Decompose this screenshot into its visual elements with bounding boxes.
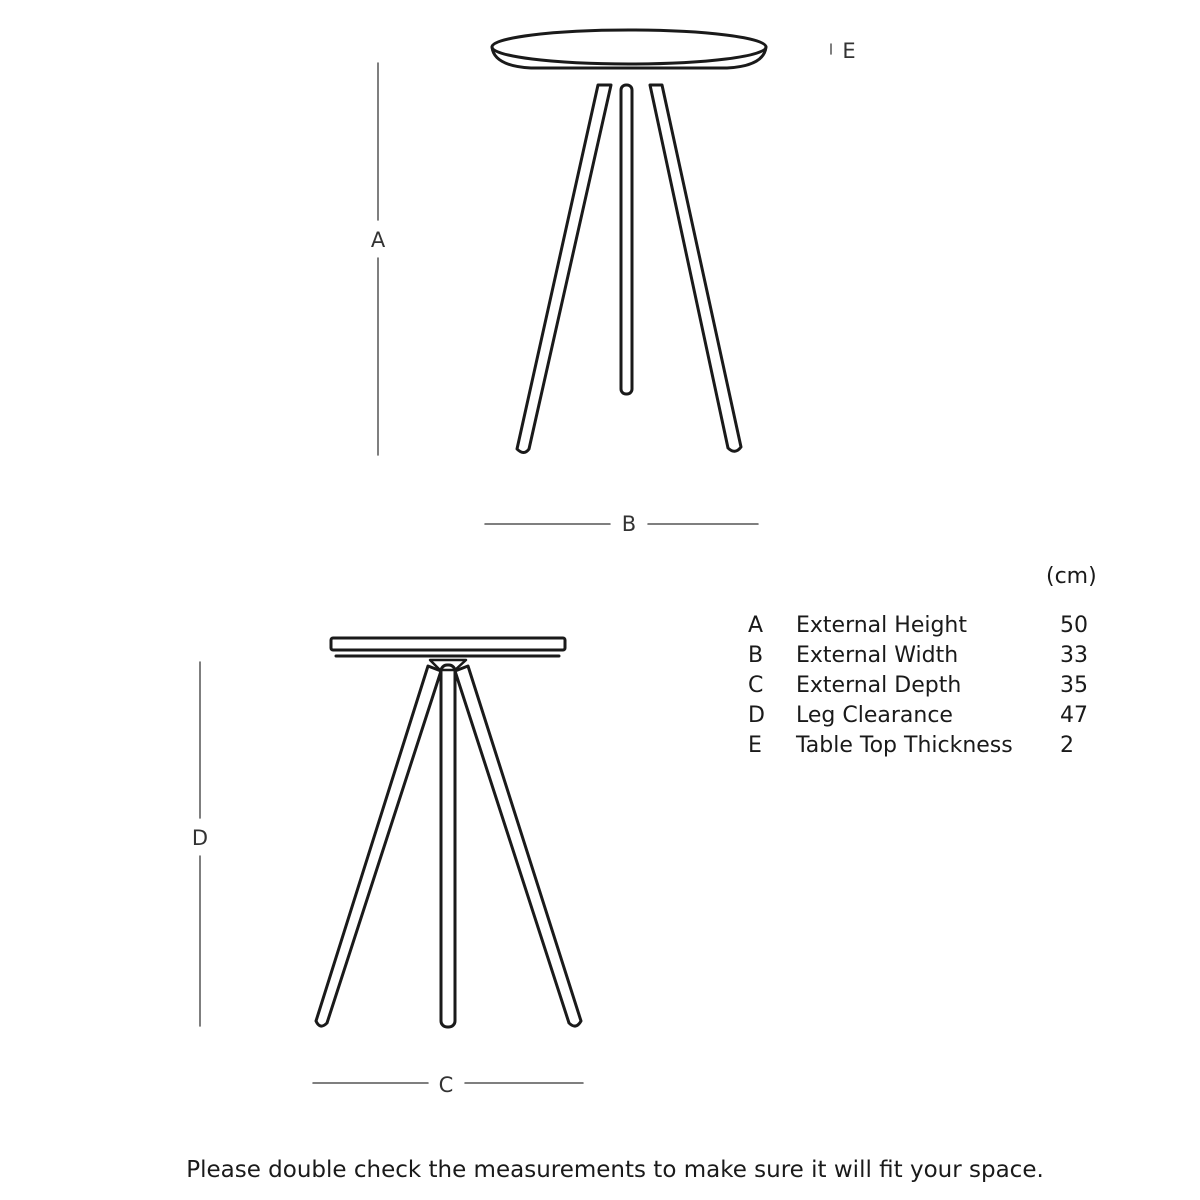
leg-right xyxy=(650,85,741,451)
spec-row xyxy=(748,671,1100,701)
spec-key: D xyxy=(748,703,765,728)
spec-row xyxy=(748,611,1100,641)
dim-label-c: C xyxy=(438,1073,454,1097)
dim-label-b: B xyxy=(621,512,637,536)
units-label: (cm) xyxy=(1046,564,1097,589)
spec-value: 47 xyxy=(1060,703,1088,728)
dim-label-d: D xyxy=(191,826,209,850)
dimension-spec-table xyxy=(748,611,1100,761)
spec-value: 50 xyxy=(1060,613,1088,638)
spec-key: E xyxy=(748,733,762,758)
side-leg-right xyxy=(455,666,581,1026)
dim-label-a: A xyxy=(370,228,386,252)
spec-name: Table Top Thickness xyxy=(796,733,1013,758)
dim-label-e: E xyxy=(842,39,856,63)
spec-row xyxy=(748,731,1100,761)
spec-value: 35 xyxy=(1060,673,1088,698)
spec-key: A xyxy=(748,613,764,638)
spec-key: C xyxy=(748,673,764,698)
measurement-note: Please double check the measurements to make sure it will fit your space. xyxy=(186,1157,1044,1183)
spec-name: External Depth xyxy=(796,673,962,698)
tabletop-surface xyxy=(492,30,766,64)
spec-value: 2 xyxy=(1060,733,1074,758)
table-side-view xyxy=(316,638,581,1027)
leg-left xyxy=(517,85,611,453)
spec-row xyxy=(748,641,1100,671)
spec-value: 33 xyxy=(1060,643,1088,668)
side-leg-left xyxy=(316,666,441,1026)
spec-name: External Width xyxy=(796,643,959,668)
spec-row xyxy=(748,701,1100,731)
spec-name: External Height xyxy=(796,613,967,638)
side-leg-center xyxy=(441,665,455,1027)
table-front-view xyxy=(492,30,766,453)
leg-back xyxy=(621,85,632,394)
spec-name: Leg Clearance xyxy=(796,703,953,728)
side-tabletop xyxy=(331,638,565,650)
spec-key: B xyxy=(748,643,764,668)
